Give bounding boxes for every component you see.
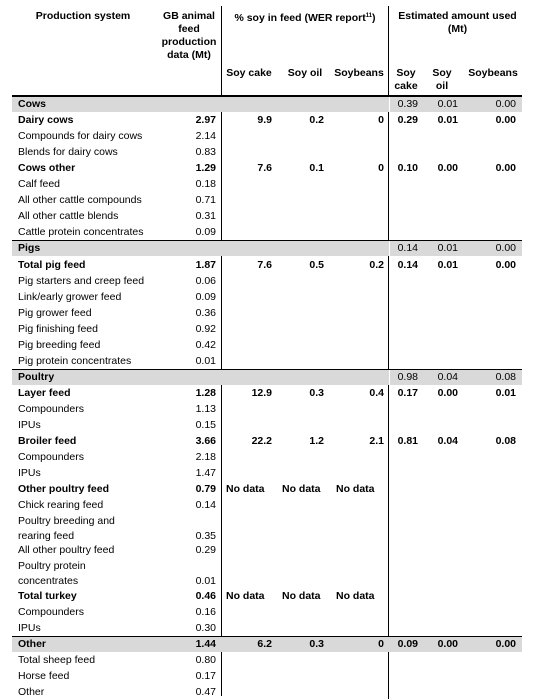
row-label: IPUs <box>18 467 41 480</box>
cell-oil: No data <box>282 589 321 602</box>
cell-oil: No data <box>282 483 321 496</box>
cell-gb: 0.01 <box>195 354 216 367</box>
cell-ebeans: 0.00 <box>495 258 516 271</box>
row-label: Chick rearing feed <box>18 499 104 512</box>
subheader-est-oil: oil <box>435 80 449 92</box>
cell-ebeans: 0.08 <box>495 435 516 448</box>
row-label-line2: concentrates <box>18 575 79 588</box>
row-label: IPUs <box>18 621 41 634</box>
cell-gb: 0.09 <box>195 290 216 303</box>
cell-beans: 0 <box>378 162 384 175</box>
cell-cake: 7.6 <box>257 258 272 271</box>
cell-ebeans: 0.00 <box>495 162 516 175</box>
cell-beans: 0.2 <box>369 258 384 271</box>
subheader-soybeans: Soybeans <box>334 67 384 79</box>
header-production-system: Production system <box>35 10 131 22</box>
row-label: Pig breeding feed <box>18 338 101 351</box>
header-pct-soy-ref: 11 <box>365 13 373 19</box>
cell-beans: No data <box>336 483 375 496</box>
row-label: All other cattle compounds <box>18 194 142 207</box>
row-label: Link/early grower feed <box>18 290 122 303</box>
cell-ebeans: 0.01 <box>495 386 516 399</box>
cell-eoil: 0.01 <box>437 258 458 271</box>
cell-cake: 7.6 <box>257 162 272 175</box>
section-rule <box>12 636 522 637</box>
cell-gb: 0.18 <box>195 178 216 191</box>
cell-gb: 0.36 <box>195 306 216 319</box>
cell-gb: 0.09 <box>195 226 216 239</box>
cell-gb: 2.14 <box>195 130 216 143</box>
cell-gb: 0.31 <box>195 210 216 223</box>
cell-gb: 0.16 <box>195 605 216 618</box>
cell-gb: 1.47 <box>195 467 216 480</box>
row-label: Poultry breeding and <box>18 515 115 528</box>
cell-beans: 0 <box>378 114 384 127</box>
cell-beans: 0 <box>378 637 384 650</box>
header-pct-soy-text: % soy in feed (WER report <box>234 12 366 24</box>
cell-cake: No data <box>226 589 265 602</box>
cell-ebeans: 0.00 <box>495 637 516 650</box>
cell-gb: 1.87 <box>195 258 216 271</box>
row-label: Other poultry feed <box>18 483 110 496</box>
header-pct-soy <box>222 10 388 25</box>
subheader-est-soy2: Soy <box>432 67 452 79</box>
cell-gb: 0.92 <box>195 322 216 335</box>
cell-gb: 0.47 <box>195 685 216 698</box>
cell-gb: 0.80 <box>195 653 216 666</box>
cell-ebeans: 0.00 <box>495 114 516 127</box>
cell-gb: 2.18 <box>195 451 216 464</box>
cell-gb: 1.13 <box>195 402 216 415</box>
cell-gb: 0.29 <box>195 544 216 557</box>
cell-beans: 2.1 <box>369 435 384 448</box>
cell-cake: 6.2 <box>257 637 272 650</box>
cell-eoil: 0.00 <box>437 637 458 650</box>
cell-oil: 0.2 <box>309 114 324 127</box>
row-label: Compounds for dairy cows <box>18 130 143 143</box>
subheader-soy-oil: Soy oil <box>287 67 323 79</box>
row-label: Compounders <box>18 605 84 618</box>
cell-ecake: 0.81 <box>397 435 418 448</box>
row-label: Compounders <box>18 402 84 415</box>
row-label: IPUs <box>18 419 41 431</box>
cell-gb: 0.83 <box>195 146 216 159</box>
cell-gb: 0.42 <box>195 338 216 351</box>
row-label: Total pig feed <box>18 258 86 271</box>
cell-oil: 0.1 <box>309 162 324 175</box>
cell-ebeans: 0.00 <box>495 98 516 110</box>
row-label: Pig grower feed <box>18 306 92 319</box>
cell-gb: 0.30 <box>195 621 216 634</box>
row-label: Cows other <box>18 162 76 175</box>
section-label: Pigs <box>18 242 41 255</box>
cell-ecake: 0.14 <box>397 242 418 255</box>
cell-beans: 0.4 <box>369 386 384 399</box>
row-label: Total sheep feed <box>18 653 96 666</box>
cell-ecake: 0.39 <box>397 98 418 110</box>
subheader-est-cake: cake <box>394 80 418 92</box>
row-label: Calf feed <box>18 178 61 191</box>
cell-gb: 0.71 <box>195 194 216 207</box>
header-pct-soy-close: ) <box>372 12 376 24</box>
header-estimated: Estimated amount used (Mt) <box>398 10 517 35</box>
cell-gb: 0.35 <box>195 530 216 543</box>
section-label: Cows <box>18 98 47 110</box>
cell-beans: No data <box>336 589 375 602</box>
cell-gb: 0.17 <box>195 669 216 682</box>
cell-ebeans: 0.08 <box>495 370 516 383</box>
cell-ecake: 0.14 <box>397 258 418 271</box>
row-label: All other poultry feed <box>18 544 115 557</box>
cell-cake: 12.9 <box>251 386 272 399</box>
cell-eoil: 0.01 <box>437 98 458 110</box>
cell-gb: 0.06 <box>195 274 216 287</box>
row-label: Broiler feed <box>18 435 77 448</box>
cell-eoil: 0.04 <box>437 370 458 383</box>
cell-ebeans: 0.00 <box>495 242 516 255</box>
row-label: Dairy cows <box>18 114 74 127</box>
cell-cake: No data <box>226 483 265 496</box>
row-label: Pig finishing feed <box>18 322 98 335</box>
row-label-line2: rearing feed <box>18 530 75 543</box>
cell-ecake: 0.09 <box>397 637 418 650</box>
row-label: Poultry protein <box>18 560 86 573</box>
cell-gb: 1.44 <box>195 637 216 650</box>
subheader-est-soy: Soy <box>396 67 416 79</box>
section-label: Other <box>18 637 47 650</box>
cell-oil: 1.2 <box>309 435 324 448</box>
cell-eoil: 0.00 <box>437 162 458 175</box>
cell-ecake: 0.17 <box>397 386 418 399</box>
section-label: Poultry <box>18 370 55 383</box>
cell-oil: 0.3 <box>309 637 324 650</box>
row-label: Other <box>18 685 45 698</box>
row-label: Pig protein concentrates <box>18 354 132 367</box>
cell-gb: 0.01 <box>195 575 216 588</box>
subheader-est-soybeans: Soybeans <box>468 67 518 79</box>
cell-eoil: 0.01 <box>437 114 458 127</box>
cell-gb: 1.28 <box>195 386 216 399</box>
cell-gb: 0.15 <box>195 419 216 431</box>
header-gb-data: GB animal feed production data (Mt) <box>161 10 217 61</box>
cell-cake: 22.2 <box>251 435 272 448</box>
cell-oil: 0.5 <box>309 258 324 271</box>
section-rule <box>12 96 522 97</box>
row-label: Compounders <box>18 451 84 464</box>
cell-gb: 2.97 <box>195 114 216 127</box>
cell-eoil: 0.04 <box>437 435 458 448</box>
cell-gb: 0.46 <box>195 589 216 602</box>
cell-gb: 0.79 <box>195 483 216 496</box>
cell-gb: 3.66 <box>195 435 216 448</box>
row-label: Pig starters and creep feed <box>18 274 145 287</box>
cell-ecake: 0.10 <box>397 162 418 175</box>
cell-gb: 0.14 <box>195 499 216 512</box>
cell-oil: 0.3 <box>309 386 324 399</box>
cell-gb: 1.29 <box>195 162 216 175</box>
section-rule <box>12 240 522 241</box>
row-label: Horse feed <box>18 669 70 682</box>
subheader-soy-cake: Soy cake <box>226 67 272 79</box>
cell-ecake: 0.98 <box>397 370 418 383</box>
row-label: Layer feed <box>18 386 71 399</box>
cell-eoil: 0.01 <box>437 242 458 255</box>
row-label: All other cattle blends <box>18 210 119 223</box>
row-label: Blends for dairy cows <box>18 146 118 159</box>
cell-cake: 9.9 <box>257 114 272 127</box>
cell-eoil: 0.00 <box>437 386 458 399</box>
section-rule <box>12 369 522 370</box>
row-label: Total turkey <box>18 589 77 602</box>
cell-ecake: 0.29 <box>397 114 418 127</box>
row-label: Cattle protein concentrates <box>18 226 144 239</box>
